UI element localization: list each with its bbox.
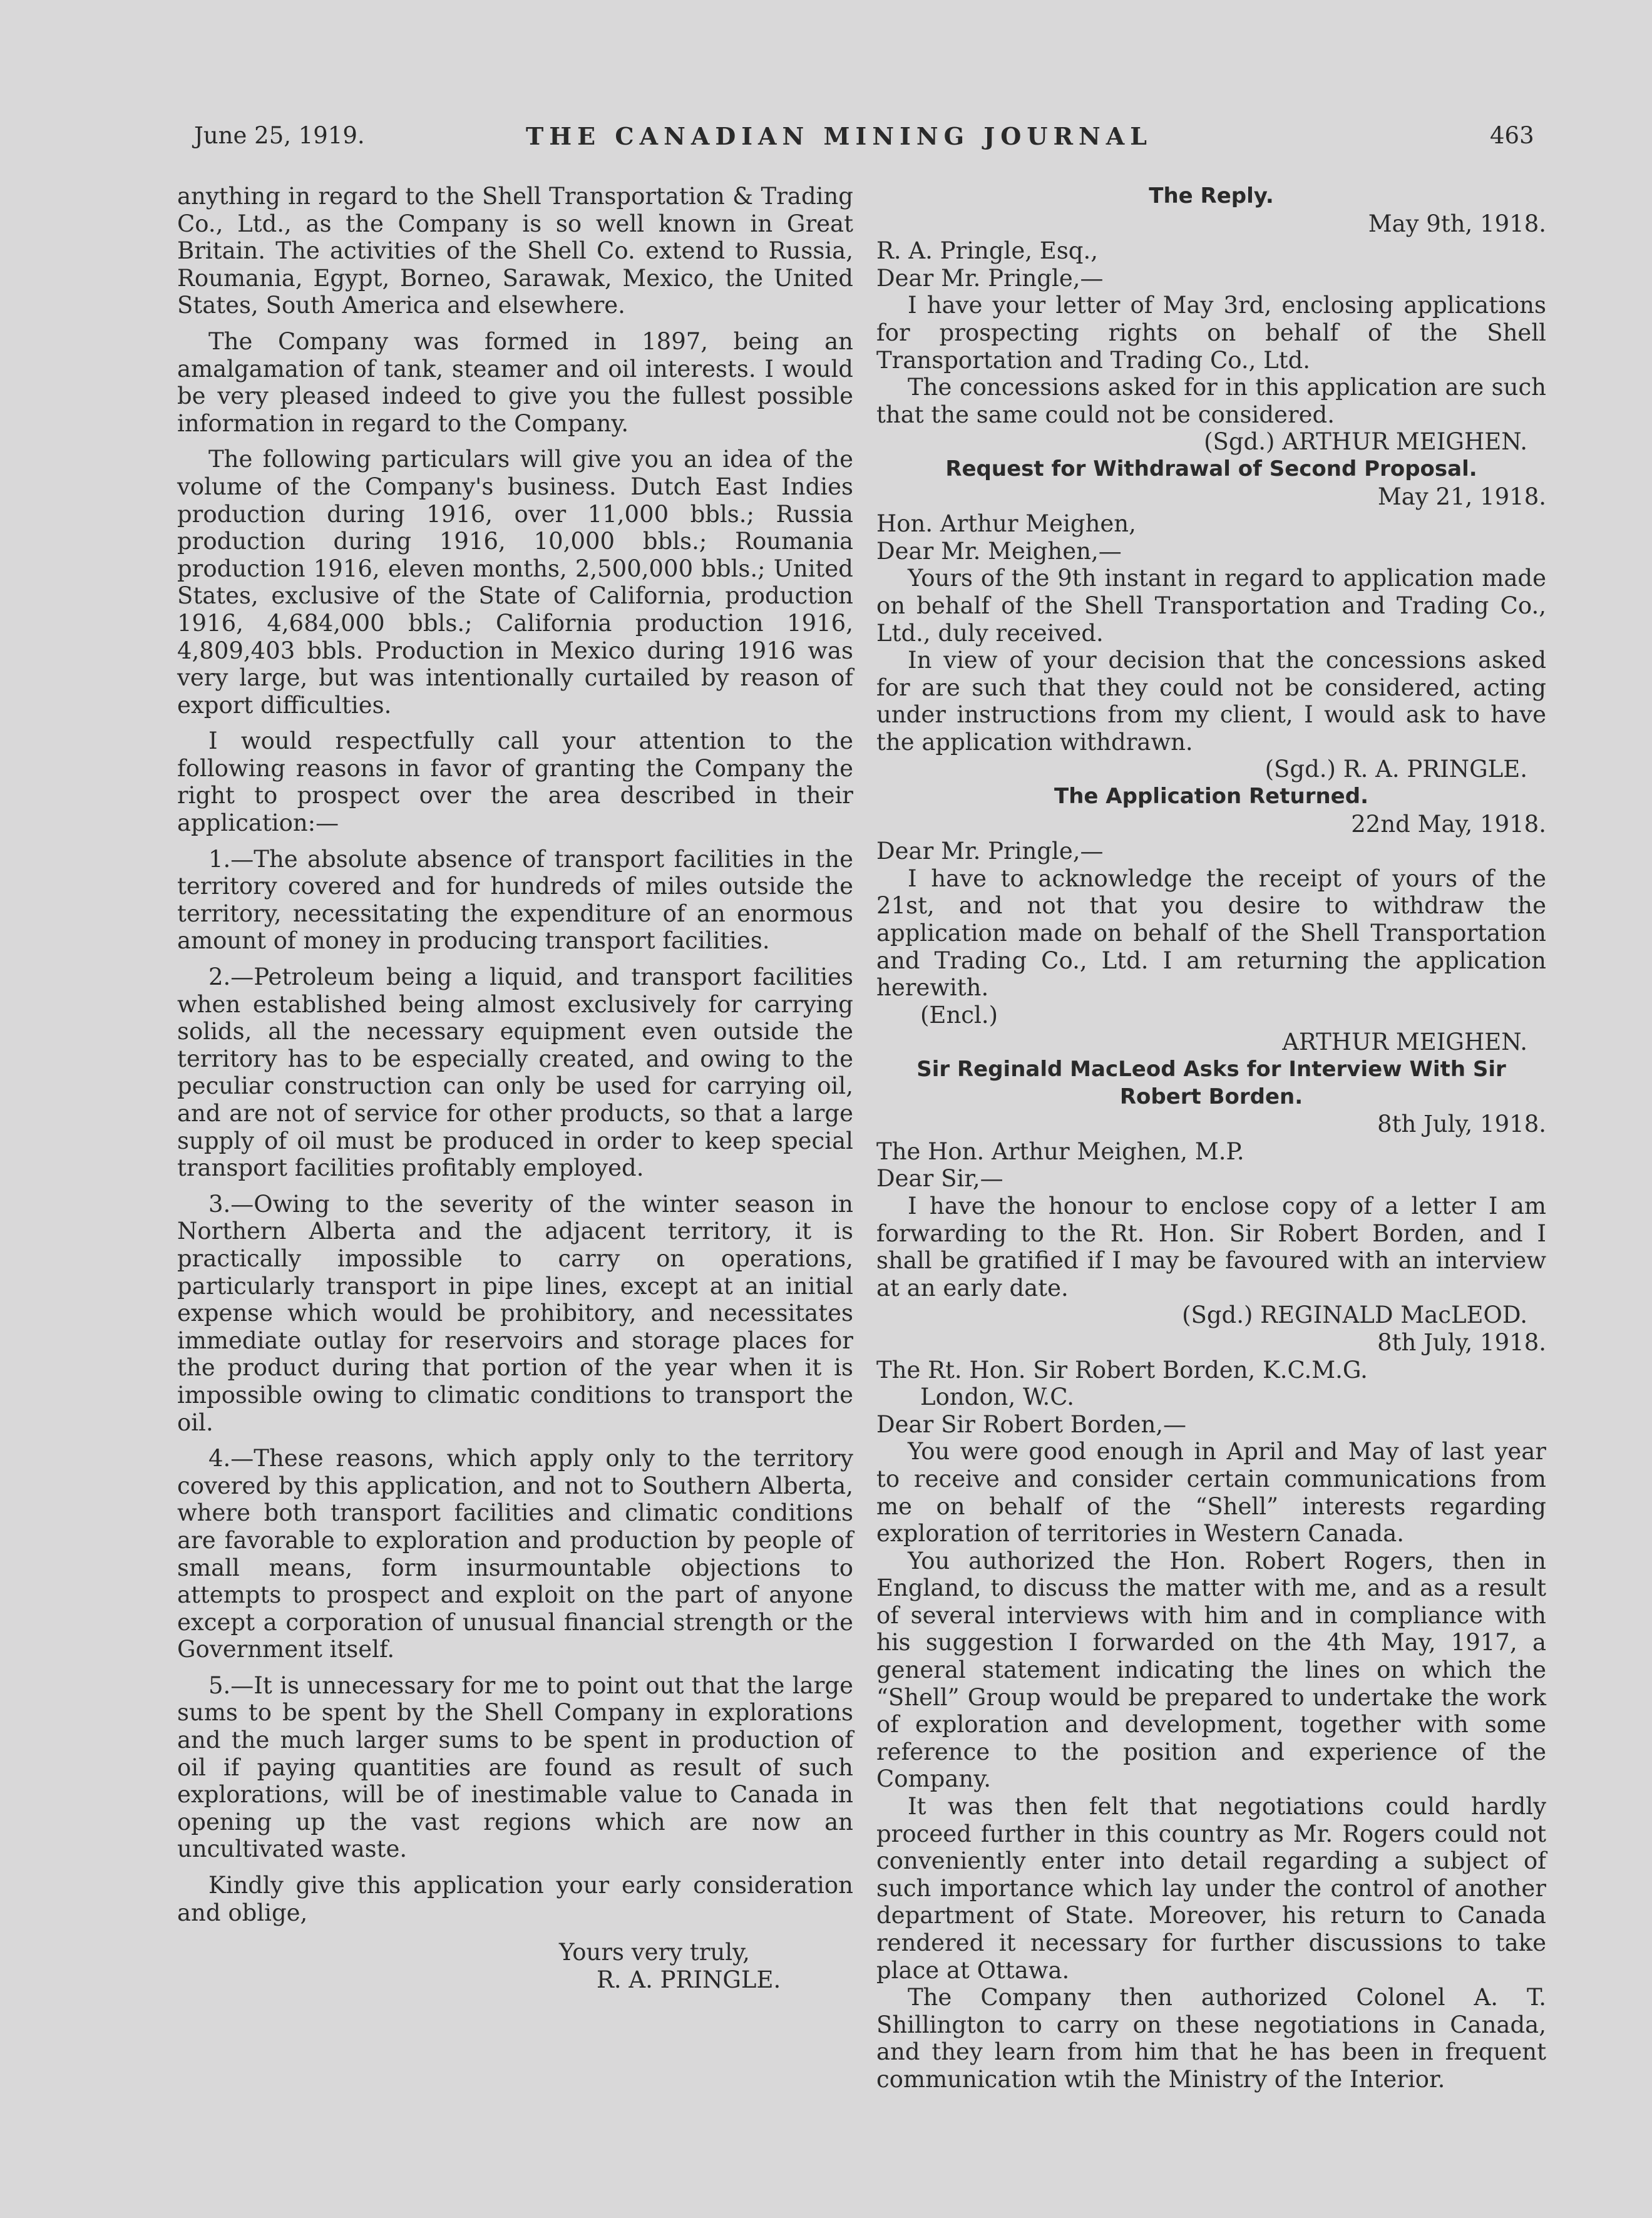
paragraph: Yours of the 9th instant in regard to application made on behalf of the Shell Transportation and Trading Co., Ltd., duly received. (876, 565, 1546, 647)
paragraph: The Company then authorized Colonel A. T. Shillington to carry on these negotiations in Canada, and they learn from him that he has been in frequent communication wtih the Ministry of the Interior. (876, 1984, 1546, 2093)
page-header (0, 122, 1652, 160)
section-heading: Request for Withdrawal of Second Proposal. (945, 456, 1477, 481)
section-heading: The Application Returned. (1054, 784, 1368, 809)
letter-date: 8th July, 1918. (1377, 1111, 1546, 1138)
paragraph: The Company was formed in 1897, being an amalgamation of tank, steamer and oil interests. I would be very pleased indeed to give you the fullest possible information in regard to the Company. (177, 327, 853, 437)
letter-salutation: Dear Mr. Pringle,— (876, 264, 1104, 292)
paragraph: You authorized the Hon. Robert Rogers, then in England, to discuss the matter with me, and as a result of several interviews with him and in compliance with his suggestion I forwarded on the 4th May, 1917, a general statement indicating the lines on which the “Shell” Group would be prepared to undertake the work of exploration and development, together with some reference to the position and experience of the Company. (876, 1547, 1546, 1793)
paragraph: I have the honour to enclose copy of a letter I am forwarding to the Rt. Hon. Sir Robert Borden, and I shall be gratified if I may be favoured with an interview at an early date. (876, 1192, 1546, 1302)
letter-closing: Yours very truly, (559, 1939, 750, 1966)
reason-5: 5.—It is unnecessary for me to point out that the large sums to be spent by the Shell Company in explorations and the much larger sums to be spent in production of oil if paying quantities are found as result of such explorations, will be of inestimable value to Canada in opening up the vast regions which are now an uncultivated waste. (177, 1671, 853, 1863)
paragraph: It was then felt that negotiations could hardly proceed further in this country as Mr. Rogers could not conveniently enter into detail regarding a subject of such importance which lay under the control of another department of State. Moreover, his return to Canada rendered it necessary for further discussions to take place at Ottawa. (876, 1793, 1546, 1984)
paragraph: You were good enough in April and May of last year to receive and consider certain communications from me on behalf of the “Shell” interests regarding exploration of territories in Western Canada. (876, 1438, 1546, 1548)
letter-signature: (Sgd.) ARTHUR MEIGHEN. (1204, 428, 1527, 456)
paragraph: The following particulars will give you an idea of the volume of the Company's business. Dutch East Indies production during 1916, over 11,000 bbls.; Russia production during 1916, 10,000 bbls.; Roumania production 1916, eleven months, 2,500,000 bbls.; United States, exclusive of the State of California, production 1916, 4,684,000 bbls.; California production 1916, 4,809,403 bbls. Production in Mexico during 1916 was very large, but was intentionally curtailed by reason of export difficulties. (177, 446, 853, 719)
reason-3: 3.—Owing to the severity of the winter season in Northern Alberta and the adjacent territory, it is practically impossible to carry on operations, particularly transport in pipe lines, except at an initial expense which would be prohibitory, and necessitates immediate outlay for reservoirs and storage places for the product during that portion of the year when it is impossible owing to climatic conditions to transport the oil. (177, 1190, 853, 1436)
letter-signature: ARTHUR MEIGHEN. (1282, 1029, 1527, 1056)
paragraph: The concessions asked for in this application are such that the same could not be considered. (876, 374, 1546, 428)
reason-1: 1.—The absolute absence of transport facilities in the territory covered and for hundreds of miles outside the territory, necessitating the expenditure of an enormous amount of money in producing transport facilities. (177, 845, 853, 955)
issue-date: June 25, 1919. (194, 122, 365, 149)
letter-addressee: Hon. Arthur Meighen, (876, 510, 1136, 538)
reason-2: 2.—Petroleum being a liquid, and transport facilities when established being almost exclusively for carrying solids, all the necessary equipment even outside the territory has to be especially created, and owing to the peculiar construction can only be used for carrying oil, and are not of service for other products, so that a large supply of oil must be produced in order to keep special transport facilities profitably employed. (177, 963, 853, 1182)
letter-addressee: The Rt. Hon. Sir Robert Borden, K.C.M.G. (876, 1356, 1368, 1384)
left-column (177, 183, 853, 1993)
paragraph: Kindly give this application your early consideration and oblige, (177, 1872, 853, 1926)
letter-signature: R. A. PRINGLE. (597, 1966, 781, 1993)
section-heading: Sir Reginald MacLeod Asks for Interview With Sir Robert Borden. (916, 1057, 1506, 1109)
letter-addressee: R. A. Pringle, Esq., (876, 237, 1099, 265)
letter-signature: (Sgd.) REGINALD MacLEOD. (1182, 1302, 1527, 1329)
section-heading: The Reply. (1149, 183, 1274, 208)
letter-salutation: Dear Mr. Meighen,— (876, 537, 1122, 565)
letter-date: 22nd May, 1918. (1351, 810, 1546, 838)
page-number: 463 (1490, 122, 1534, 149)
letter-date: 8th July, 1918. (1377, 1328, 1546, 1356)
right-column (876, 183, 1546, 2093)
enclosure-note: (Encl.) (920, 1001, 998, 1029)
letter-addressee: The Hon. Arthur Meighen, M.P. (876, 1137, 1244, 1165)
letter-salutation: Dear Mr. Pringle,— (876, 838, 1104, 865)
paragraph: I have to acknowledge the receipt of yours of the 21st, and not that you desire to withdraw the application made on behalf of the Shell Transportation and Trading Co., Ltd. I am returning the application herewith. (876, 865, 1546, 1002)
letter-date: May 21, 1918. (1377, 483, 1546, 510)
letter-location: London, W.C. (920, 1384, 1075, 1411)
letter-date: May 9th, 1918. (1368, 210, 1546, 237)
letter-signature: (Sgd.) R. A. PRINGLE. (1265, 756, 1527, 783)
paragraph: anything in regard to the Shell Transportation & Trading Co., Ltd., as the Company is so well known in Great Britain. The activities of the Shell Co. extend to Russia, Roumania, Egypt, Borneo, Sarawak, Mexico, the United States, South America and elsewhere. (177, 183, 853, 319)
paragraph: I have your letter of May 3rd, enclosing applications for prospecting rights on behalf of the Shell Transportation and Trading Co., Ltd. (876, 292, 1546, 374)
reason-4: 4.—These reasons, which apply only to the territory covered by this application, and not to Southern Alberta, where both transport facilities and climatic conditions are favorable to exploration and production by people of small means, form insurmountable objections to attempts to prospect and exploit on the part of anyone except a corporation of unusual financial strength or the Government itself. (177, 1445, 853, 1663)
paragraph: I would respectfully call your attention to the following reasons in favor of granting the Company the right to prospect over the area described in their application:— (177, 727, 853, 837)
journal-title: THE CANADIAN MINING JOURNAL (526, 122, 1152, 150)
letter-salutation: Dear Sir,— (876, 1165, 1003, 1193)
paragraph: In view of your decision that the concessions asked for are such that they could not be considered, acting under instructions from my client, I would ask to have the application withdrawn. (876, 647, 1546, 756)
letter-salutation: Dear Sir Robert Borden,— (876, 1410, 1187, 1438)
